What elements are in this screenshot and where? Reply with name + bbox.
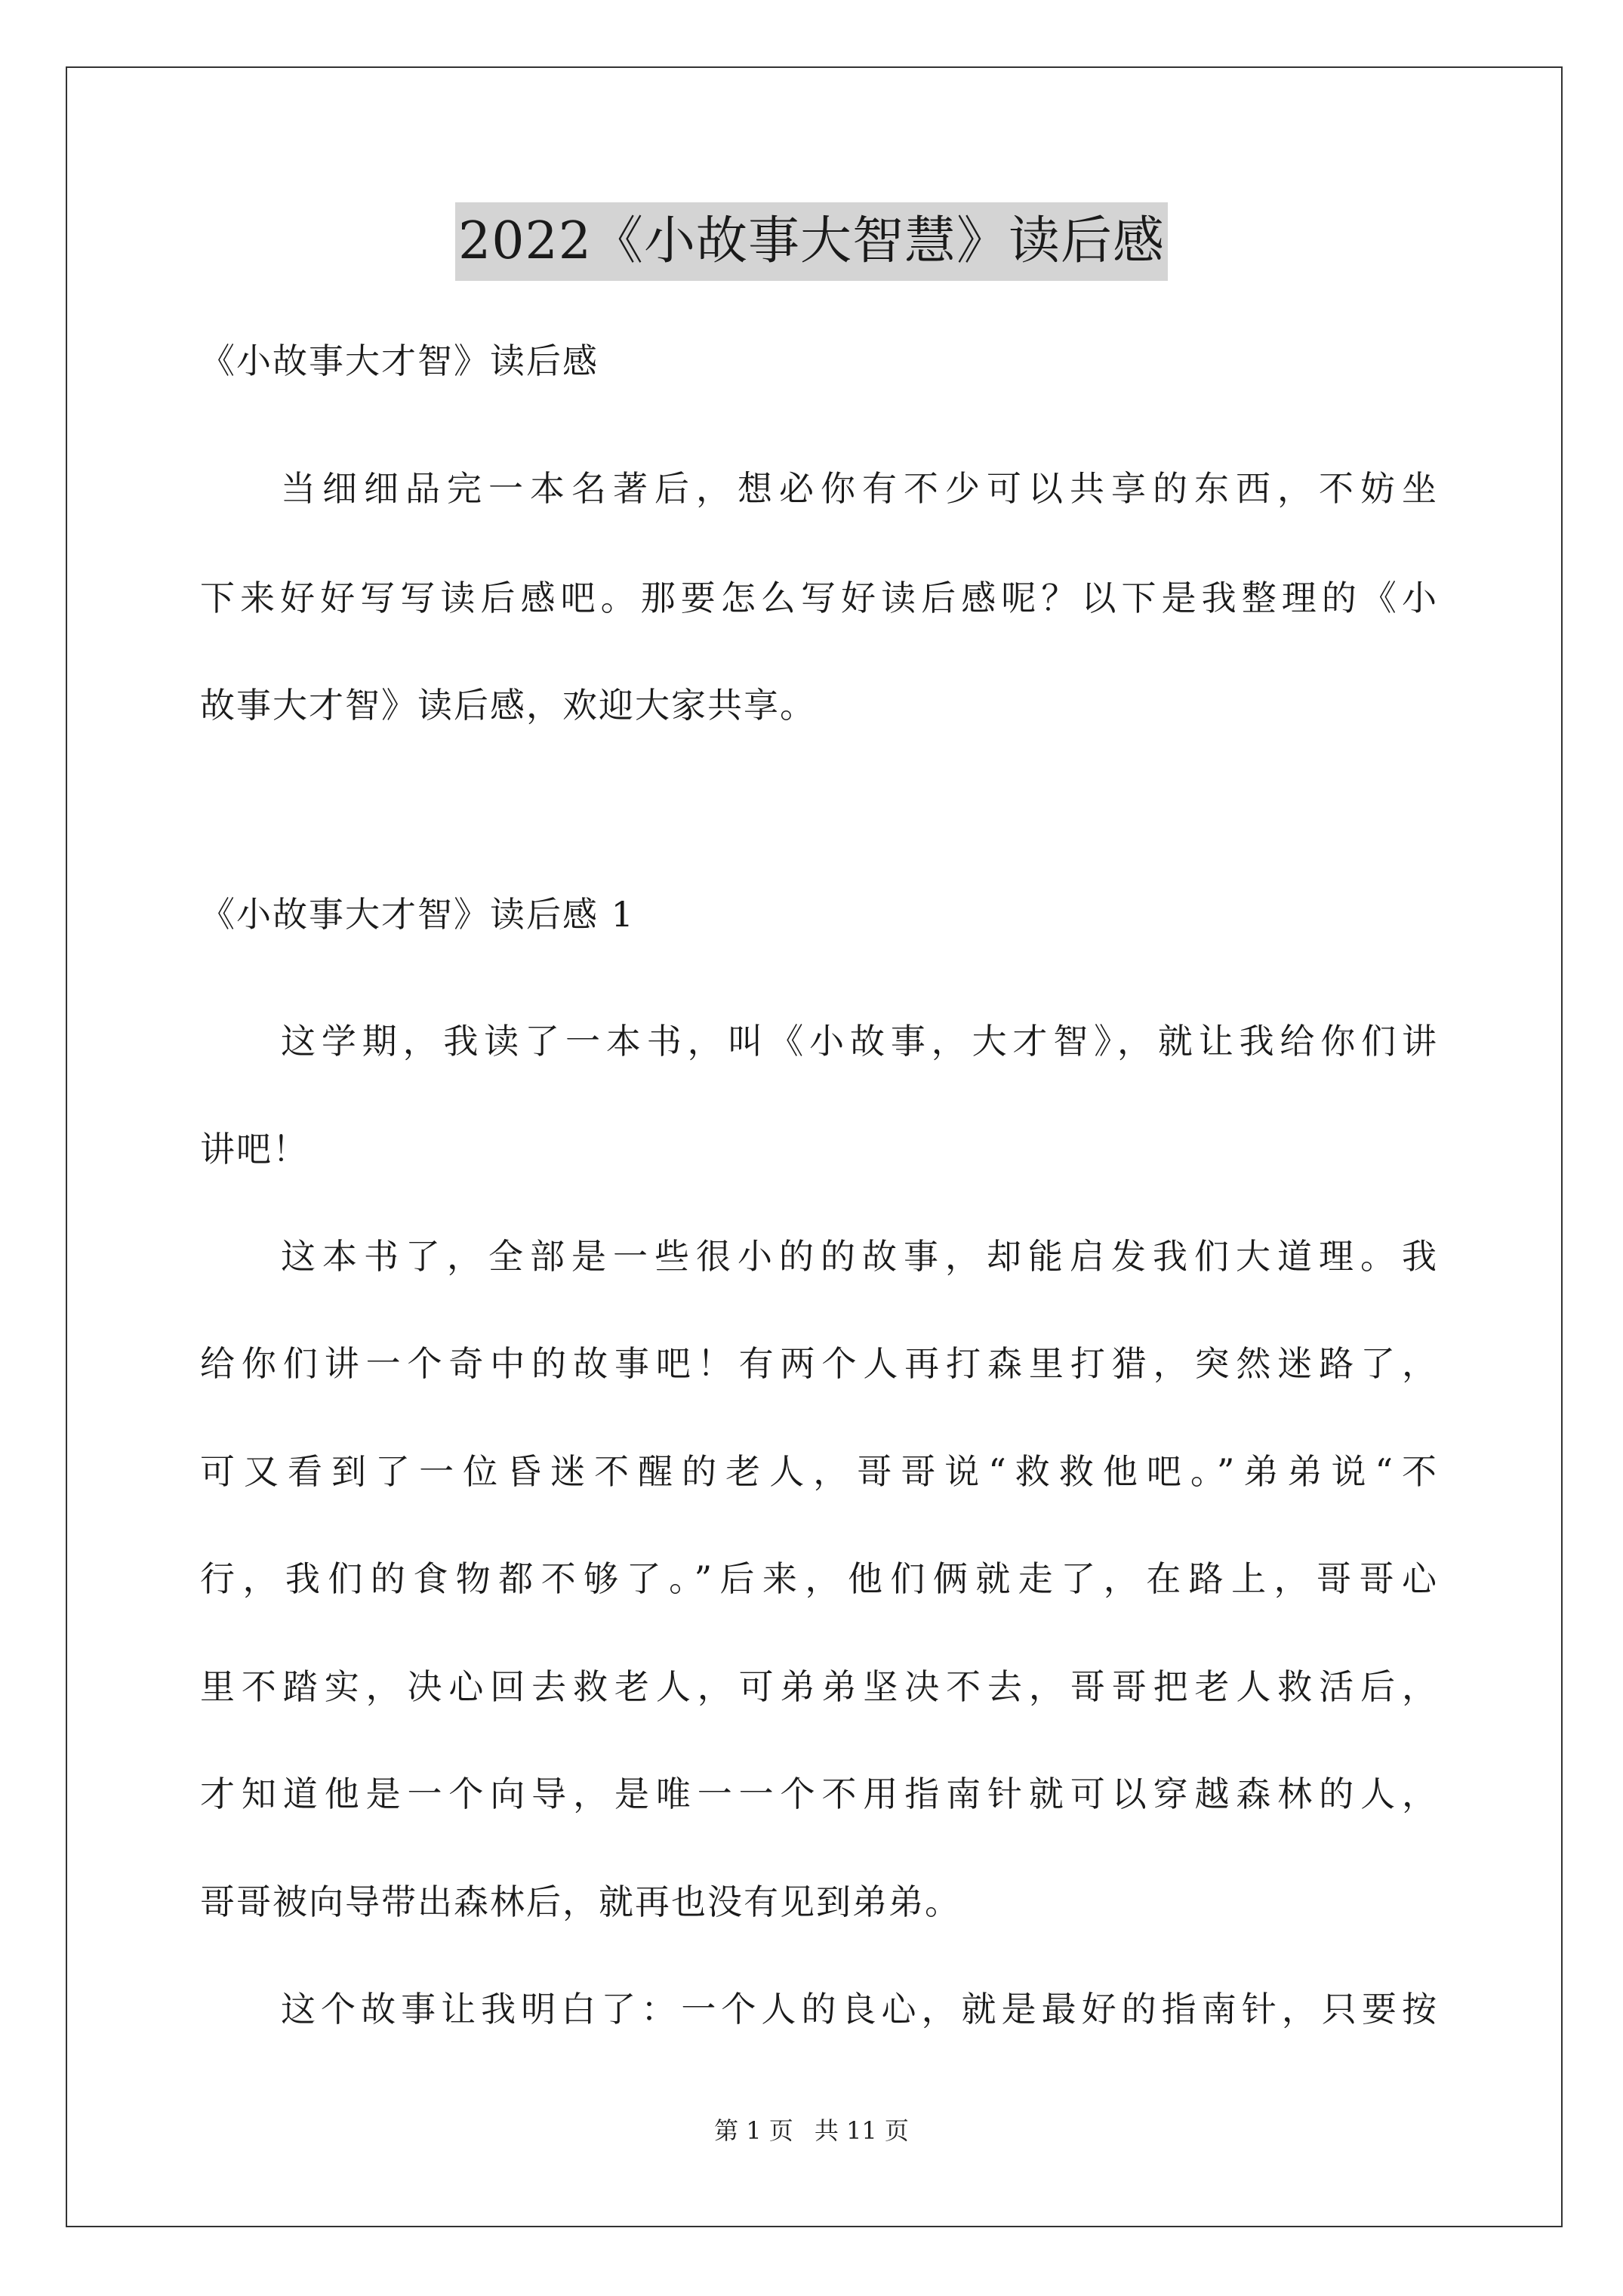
paragraph-line: 这本书了，全部是一些很小的的故事，却能启发我们大道理。我 — [281, 1236, 1438, 1277]
paragraph-line: 才知道他是一个向导，是唯一一个不用指南针就可以穿越森林的人， — [200, 1774, 1438, 1814]
page-total: 共 11 页 — [814, 2116, 909, 2145]
paragraph-line: 讲吧！ — [200, 1129, 309, 1170]
paragraph-line: 下来好好写写读后感吧。那要怎么写好读后感呢？以下是我整理的《小 — [200, 578, 1438, 618]
section-heading: 《小故事大才智》读后感 — [200, 341, 599, 381]
section-heading: 《小故事大才智》读后感 1 — [200, 894, 635, 935]
paragraph-line: 行，我们的食物都不够了。”后来，他们俩就走了，在路上，哥哥心 — [200, 1558, 1438, 1599]
paragraph-line: 里不踏实，决心回去救老人，可弟弟坚决不去，哥哥把老人救活后， — [200, 1666, 1438, 1707]
paragraph-line: 可又看到了一位昏迷不醒的老人，哥哥说“救救他吧。”弟弟说“不 — [200, 1451, 1438, 1492]
paragraph-line: 给你们讲一个奇中的故事吧！有两个人再打森里打猎，突然迷路了， — [200, 1343, 1438, 1384]
paragraph-line: 哥哥被向导带出森林后，就再也没有见到弟弟。 — [200, 1881, 961, 1922]
document-title-block — [0, 202, 1623, 281]
document-title: 2022《小故事大智慧》读后感 — [455, 202, 1168, 281]
paragraph-line: 这学期，我读了一本书，叫《小故事，大才智》，就让我给你们讲 — [281, 1021, 1438, 1062]
page-number: 第 1 页 — [714, 2116, 793, 2145]
page-footer — [0, 2116, 1623, 2146]
paragraph-line: 这个故事让我明白了：一个人的良心，就是最好的指南针，只要按 — [281, 1989, 1438, 2029]
paragraph-line: 当细细品完一本名著后，想必你有不少可以共享的东西，不妨坐 — [281, 468, 1438, 509]
paragraph-line: 故事大才智》读后感，欢迎大家共享。 — [200, 685, 816, 726]
